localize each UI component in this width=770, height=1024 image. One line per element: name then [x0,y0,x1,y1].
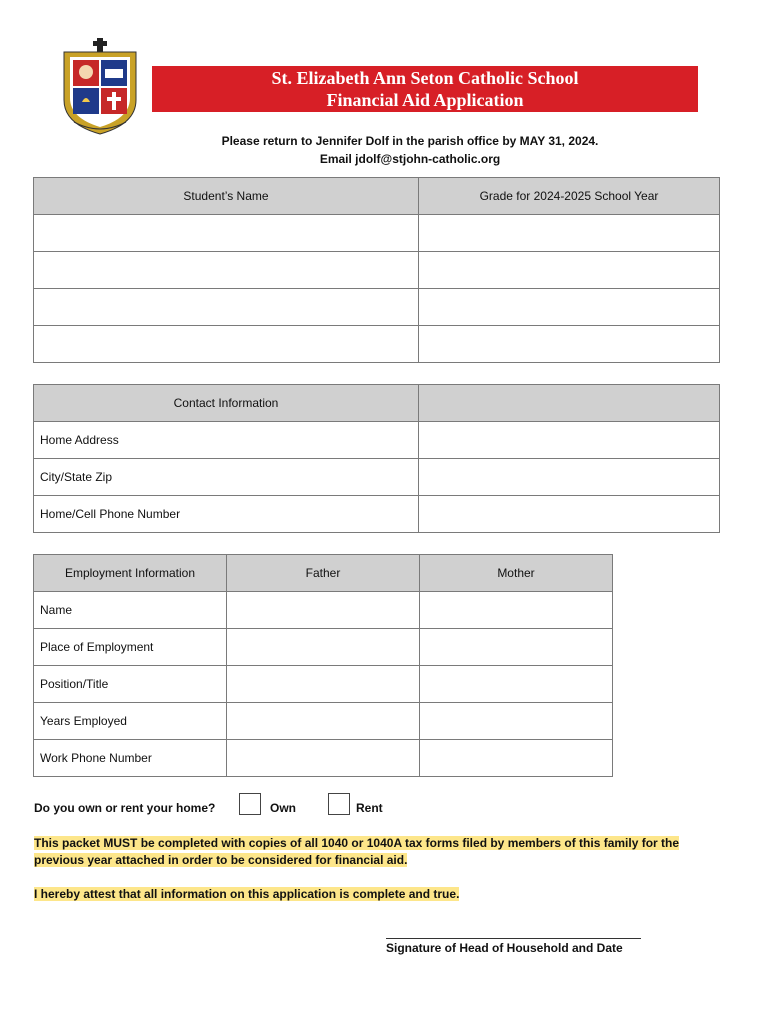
work-phone-label: Work Phone Number [34,740,227,777]
signature-block [386,928,641,955]
phone-number-field[interactable] [419,496,720,533]
position-title-label: Position/Title [34,666,227,703]
own-rent-question-text: Do you own or rent your home? [34,801,216,815]
signature-label: Signature of Head of Household and Date [386,941,623,955]
student-name-field[interactable] [34,326,419,363]
father-employer-field[interactable] [227,629,420,666]
father-header: Father [227,555,420,592]
table-row [34,666,613,703]
return-instructions [180,132,640,168]
student-name-field[interactable] [34,289,419,326]
father-position-field[interactable] [227,666,420,703]
years-employed-label: Years Employed [34,703,227,740]
mother-position-field[interactable] [420,666,613,703]
title-banner [152,66,698,112]
employment-header-row [34,555,613,592]
city-state-zip-field[interactable] [419,459,720,496]
return-deadline-text: Please return to Jennifer Dolf in the parish office by MAY 31, 2024. [221,134,599,148]
packet-notice-text: This packet MUST be completed with copies of all 1040 or 1040A tax forms filed by members of this family for the previous year attached in order to be considered for financial aid. [34,836,680,867]
students-table [33,177,720,363]
rent-checkbox[interactable] [328,793,350,815]
employment-table [33,554,613,777]
contact-information-header: Contact Information [34,385,419,422]
school-name: St. Elizabeth Ann Seton Catholic School [271,68,579,88]
mother-header: Mother [420,555,613,592]
contact-table [33,384,720,533]
students-header-row [34,178,720,215]
table-row [34,326,720,363]
mother-name-field[interactable] [420,592,613,629]
packet-notice [34,835,714,869]
phone-number-label: Home/Cell Phone Number [34,496,419,533]
table-row [34,252,720,289]
city-state-zip-label: City/State Zip [34,459,419,496]
father-name-field[interactable] [227,592,420,629]
table-row [34,422,720,459]
signature-line[interactable] [386,928,641,939]
rent-label: Rent [356,801,383,815]
father-years-field[interactable] [227,703,420,740]
own-label: Own [270,801,296,815]
student-name-field[interactable] [34,215,419,252]
grade-field[interactable] [419,326,720,363]
place-of-employment-label: Place of Employment [34,629,227,666]
own-checkbox[interactable] [239,793,261,815]
attestation-text: I hereby attest that all information on this application is complete and true. [34,887,460,901]
table-row [34,592,613,629]
student-name-header: Student’s Name [34,178,419,215]
email-contact-text: Email jdolf@stjohn-catholic.org [319,152,501,166]
mother-work-phone-field[interactable] [420,740,613,777]
home-address-field[interactable] [419,422,720,459]
table-row [34,629,613,666]
contact-header-row [34,385,720,422]
mother-years-field[interactable] [420,703,613,740]
table-row [34,496,720,533]
attestation [34,886,714,903]
home-ownership-question [34,793,494,823]
father-work-phone-field[interactable] [227,740,420,777]
grade-header: Grade for 2024-2025 School Year [419,178,720,215]
table-row [34,459,720,496]
employment-information-header: Employment Information [34,555,227,592]
school-crest-logo [60,38,140,136]
table-row [34,740,613,777]
grade-field[interactable] [419,252,720,289]
employee-name-label: Name [34,592,227,629]
mother-employer-field[interactable] [420,629,613,666]
grade-field[interactable] [419,289,720,326]
grade-field[interactable] [419,215,720,252]
student-name-field[interactable] [34,252,419,289]
table-row [34,703,613,740]
table-row [34,215,720,252]
home-address-label: Home Address [34,422,419,459]
table-row [34,289,720,326]
contact-header-blank [419,385,720,422]
form-title: Financial Aid Application [326,90,524,110]
